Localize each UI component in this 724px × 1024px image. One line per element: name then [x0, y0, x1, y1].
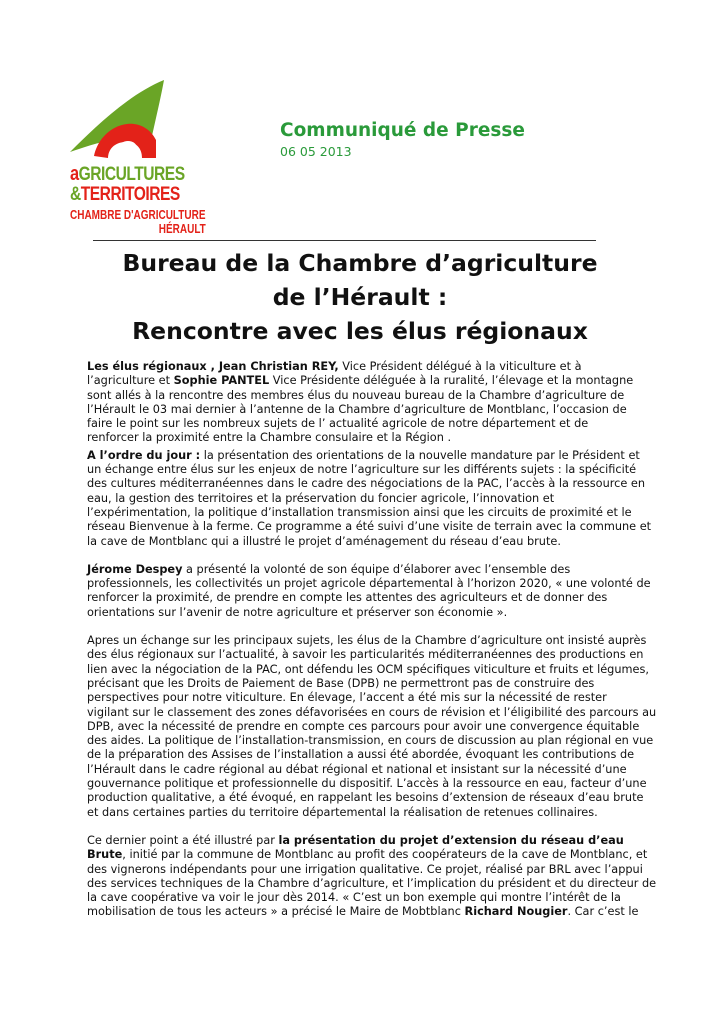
bold-phrase: la présentation du projet d’extension du réseau d’eau [278, 833, 624, 847]
logo-herault-text: HÉRAULT [158, 222, 206, 236]
paragraph-project: Ce dernier point a été illustré par la présentation du projet d’extension du réseau d’eau Brute, initié par la commune de Montblanc au profit des coopérateurs de la cave de Montblanc, et des vignerons indépendants pour une irrigation qualitative. Ce projet, réalisé par BRL avec l’appui des services techniques de la Chambre d’agriculture, et l’implication du président et du directeur de la cave coopérative va voir le jour dès 2014. « C’est un bon exemple qui montre l’intérêt de la mobilisation de tous les acteurs » a précisé le Maire de Mobtblanc Richard Nougier. Car c’est le [87, 833, 657, 919]
press-release-title: Communiqué de Presse [280, 120, 525, 141]
paragraph-despey: Jérome Despey a présenté la volonté de son équipe d’élaborer avec l’ensemble des professionnels, les collectivités un projet agricole départemental à l’horizon 2020, « une volonté de renforcer la proximité, de prendre en compte les attentes des agriculteurs et de donner des orientations sur l’avenir de notre agriculture et préserver son économie ». [87, 562, 651, 619]
bold-name: Richard Nougier [464, 905, 568, 919]
bold-name: Jérome Despey [87, 562, 183, 576]
chamber-logo [64, 78, 224, 240]
paragraph-intro: Les élus régionaux , Jean Christian REY, Vice Président délégué à la viticulture et à l’agriculture et Sophie PANTEL Vice Présidente déléguée à la ruralité, l’élevage et la montagne sont allés à la rencontre des membres élus du nouveau bureau de la Chambre d’agriculture de l’Hérault le 03 mai dernier à l’antenne de la Chambre d’agriculture de Montblanc, l’occasion de faire le point sur les nombreux sujets de l’ actualité agricole de notre département et de renforcer la proximité entre la Chambre consulaire et la Région . [87, 360, 634, 445]
bold-name: Sophie PANTEL [173, 374, 270, 388]
article-body [87, 360, 657, 934]
logo-chambre-text: CHAMBRE D'AGRICULTURE [70, 208, 206, 222]
logo-wordmark-agricultures: aGRICULTURES [70, 163, 185, 185]
stylized-a-logo-icon [68, 78, 168, 160]
bold-phrase: Les élus régionaux , Jean Christian REY, [87, 360, 339, 373]
headline-line-1: Bureau de la Chambre d’agriculture [122, 249, 598, 277]
bold-phrase: Brute [87, 848, 123, 862]
press-release-date: 06 05 2013 [280, 144, 352, 159]
paragraph-agenda: A l’ordre du jour : la présentation des orientations de la nouvelle mandature par le Président et un échange entre élus sur les enjeux de notre l’agriculture sur les différents sujets : la spécificité des cultures méditerranéennes dans le cadre des négociations de la PAC, l’accès à la ressource en eau, la gestion des territoires et la préservation du foncier agricole, l’innovation et l’expérimentation, la politique d’installation transmission ainsi que les circuits de proximité et le réseau Bienvenue à la ferme. Ce programme a été suivi d’une visite de terrain avec la commune et la cave de Montblanc qui a illustré le projet d’aménagement du réseau d’eau brute. [87, 448, 652, 548]
headline-line-2: de l’Hérault : [272, 283, 448, 311]
headline-line-3: Rencontre avec les élus régionaux [132, 317, 588, 345]
bold-phrase: A l’ordre du jour : [87, 448, 201, 462]
header-divider [93, 240, 596, 241]
logo-wordmark-territoires: &TERRITOIRES [70, 184, 180, 205]
paragraph-exchange: Apres un échange sur les principaux sujets, les élus de la Chambre d’agriculture ont insisté auprès des élus régionaux sur l’actualité, à savoir les particularités méditerranéennes des productions en lien avec la négociation de la PAC, ont défendu les OCM spécifiques viticulture et fruits et légumes, précisant que les Droits de Paiement de Base (DPB) ne permettront pas de construire des perspectives pour notre viticulture. En élevage, l’accent a été mis sur la nécessité de rester vigilant sur le classement des zones défavorisées en cours de révision et l’éligibilité des parcours au DPB, avec la nécessité de prendre en compte ces parcours pour avoir une convergence équitable des aides. La politique de l’installation-transmission, en cours de discussion au plan régional en vue de la préparation des Assises de l’installation a aussi été abordée, évoquant les contributions de l’Hérault dans le cadre régional au débat régional et national et insistant sur la nécessité d’une gouvernance politique et professionnelle du dispositif. L’accès à la ressource en eau, facteur d’une production qualitative, a été évoqué, en rappelant les besoins d’extension de réseaux d’eau brute et dans certaines parties du territoire départemental la réalisation de retenues collinaires. [87, 634, 657, 819]
headline [60, 246, 660, 348]
